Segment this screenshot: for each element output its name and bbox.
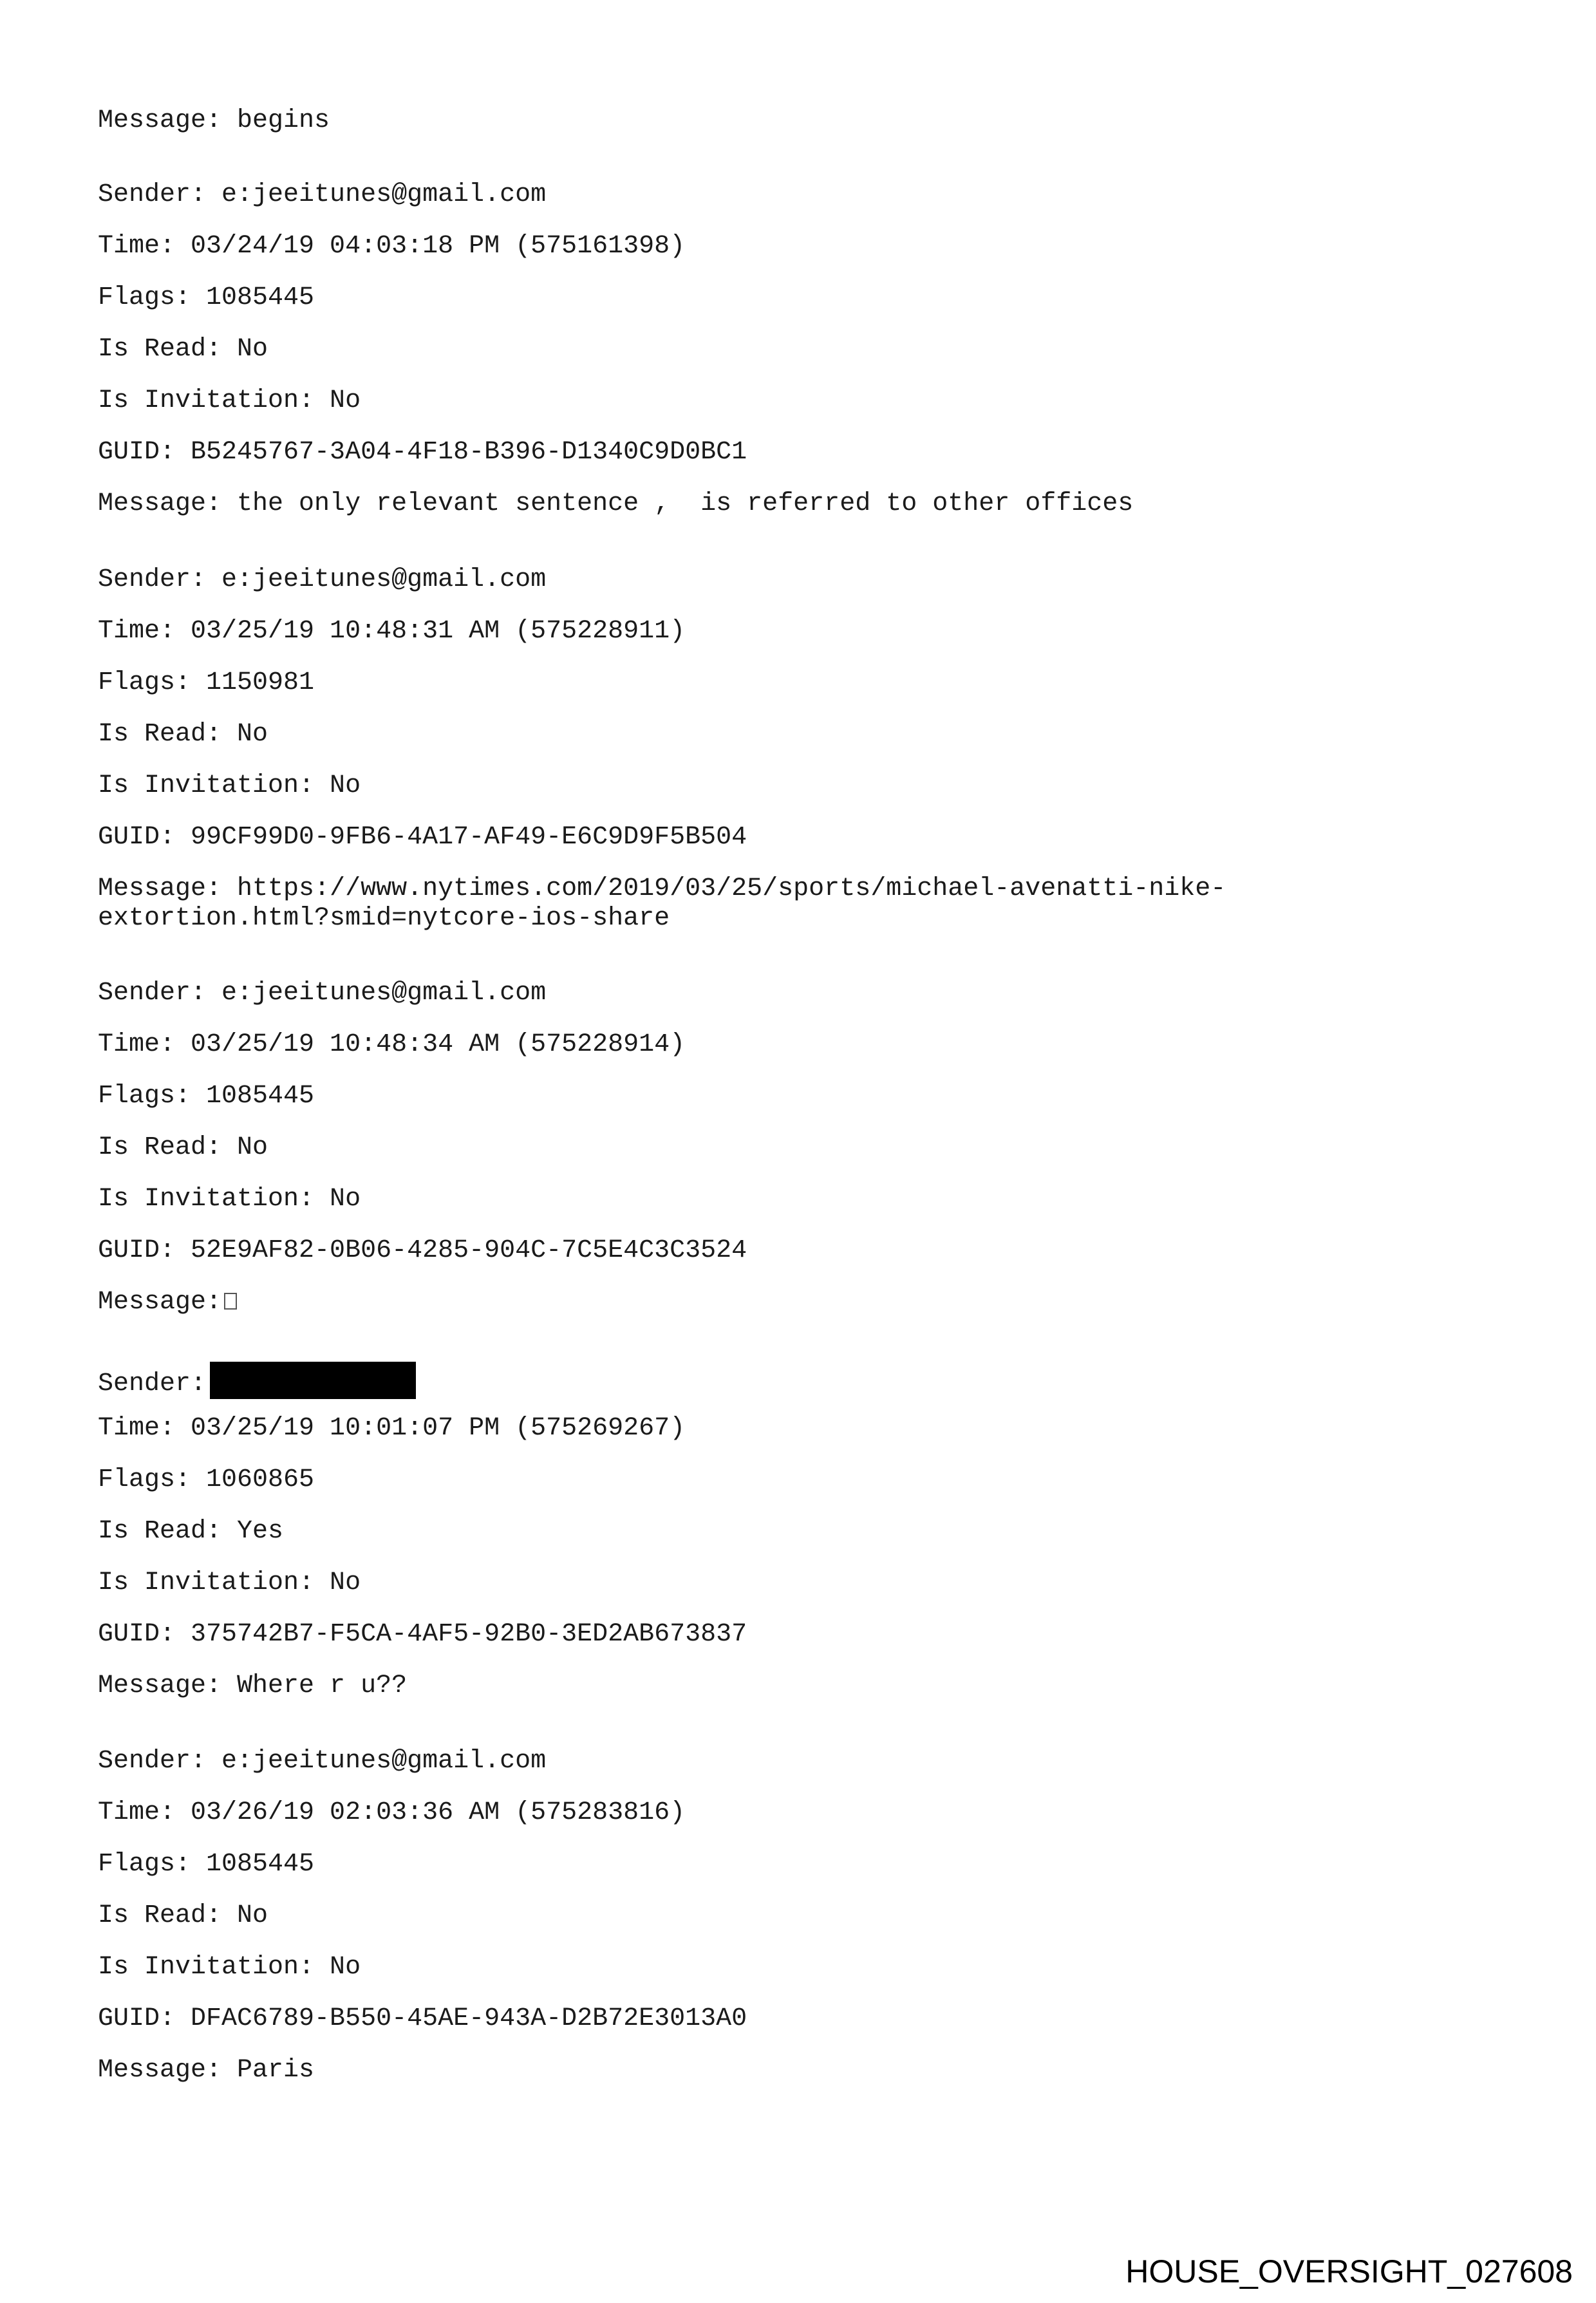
entry-3-is-invitation: Is Invitation: No (98, 1185, 361, 1214)
entry-3-sender: Sender: e:jeeitunes@gmail.com (98, 979, 547, 1008)
entry-3-guid: GUID: 52E9AF82-0B06-4285-904C-7C5E4C3C3524 (98, 1236, 747, 1265)
entry-5-is-invitation: Is Invitation: No (98, 1953, 361, 1982)
entry-1-is-invitation: Is Invitation: No (98, 386, 361, 415)
entry-3-time: Time: 03/25/19 10:48:34 AM (575228914) (98, 1030, 686, 1059)
entry-5-sender: Sender: e:jeeitunes@gmail.com (98, 1747, 547, 1776)
entry-2-guid: GUID: 99CF99D0-9FB6-4A17-AF49-E6C9D9F5B504 (98, 823, 747, 852)
entry-2-message-line-2: extortion.html?smid=nytcore-ios-share (98, 904, 670, 933)
entry-3-is-read: Is Read: No (98, 1133, 268, 1162)
entry-1-message: Message: the only relevant sentence , is referred to other offices (98, 489, 1134, 518)
entry-4-sender-row (98, 1362, 416, 1399)
entry-5-flags: Flags: 1085445 (98, 1850, 315, 1879)
header-message: Message: begins (98, 106, 330, 135)
entry-5-is-read: Is Read: No (98, 1901, 268, 1930)
entry-4-flags: Flags: 1060865 (98, 1465, 315, 1494)
entry-1-time: Time: 03/24/19 04:03:18 PM (575161398) (98, 232, 686, 261)
redaction-block (210, 1362, 416, 1399)
entry-4-is-invitation: Is Invitation: No (98, 1568, 361, 1597)
entry-4-message: Message: Where r u?? (98, 1671, 408, 1700)
entry-2-sender: Sender: e:jeeitunes@gmail.com (98, 565, 547, 594)
entry-2-message-line-1: Message: https://www.nytimes.com/2019/03/25/sports/michael-avenatti-nike- (98, 874, 1226, 903)
entry-5-guid: GUID: DFAC6789-B550-45AE-943A-D2B72E3013A0 (98, 2004, 747, 2033)
entry-1-flags: Flags: 1085445 (98, 283, 315, 312)
entry-1-is-read: Is Read: No (98, 335, 268, 364)
entry-3-message-row (98, 1288, 237, 1317)
entry-2-is-invitation: Is Invitation: No (98, 771, 361, 800)
entry-1-sender: Sender: e:jeeitunes@gmail.com (98, 180, 547, 209)
entry-3-flags: Flags: 1085445 (98, 1082, 315, 1111)
entry-4-guid: GUID: 375742B7-F5CA-4AF5-92B0-3ED2AB673837 (98, 1620, 747, 1649)
entry-1-guid: GUID: B5245767-3A04-4F18-B396-D1340C9D0BC1 (98, 438, 747, 467)
entry-5-time: Time: 03/26/19 02:03:36 AM (575283816) (98, 1798, 686, 1827)
entry-5-message: Message: Paris (98, 2056, 315, 2085)
entry-2-time: Time: 03/25/19 10:48:31 AM (575228911) (98, 617, 686, 646)
entry-2-flags: Flags: 1150981 (98, 668, 315, 697)
entry-3-message: Message: (98, 1288, 222, 1317)
entry-4-sender-label: Sender: (98, 1369, 207, 1398)
bates-number: HOUSE_OVERSIGHT_027608 (1125, 2253, 1573, 2289)
missing-glyph-icon (224, 1293, 237, 1310)
entry-2-is-read: Is Read: No (98, 720, 268, 749)
entry-4-time: Time: 03/25/19 10:01:07 PM (575269267) (98, 1414, 686, 1443)
entry-4-is-read: Is Read: Yes (98, 1517, 284, 1546)
